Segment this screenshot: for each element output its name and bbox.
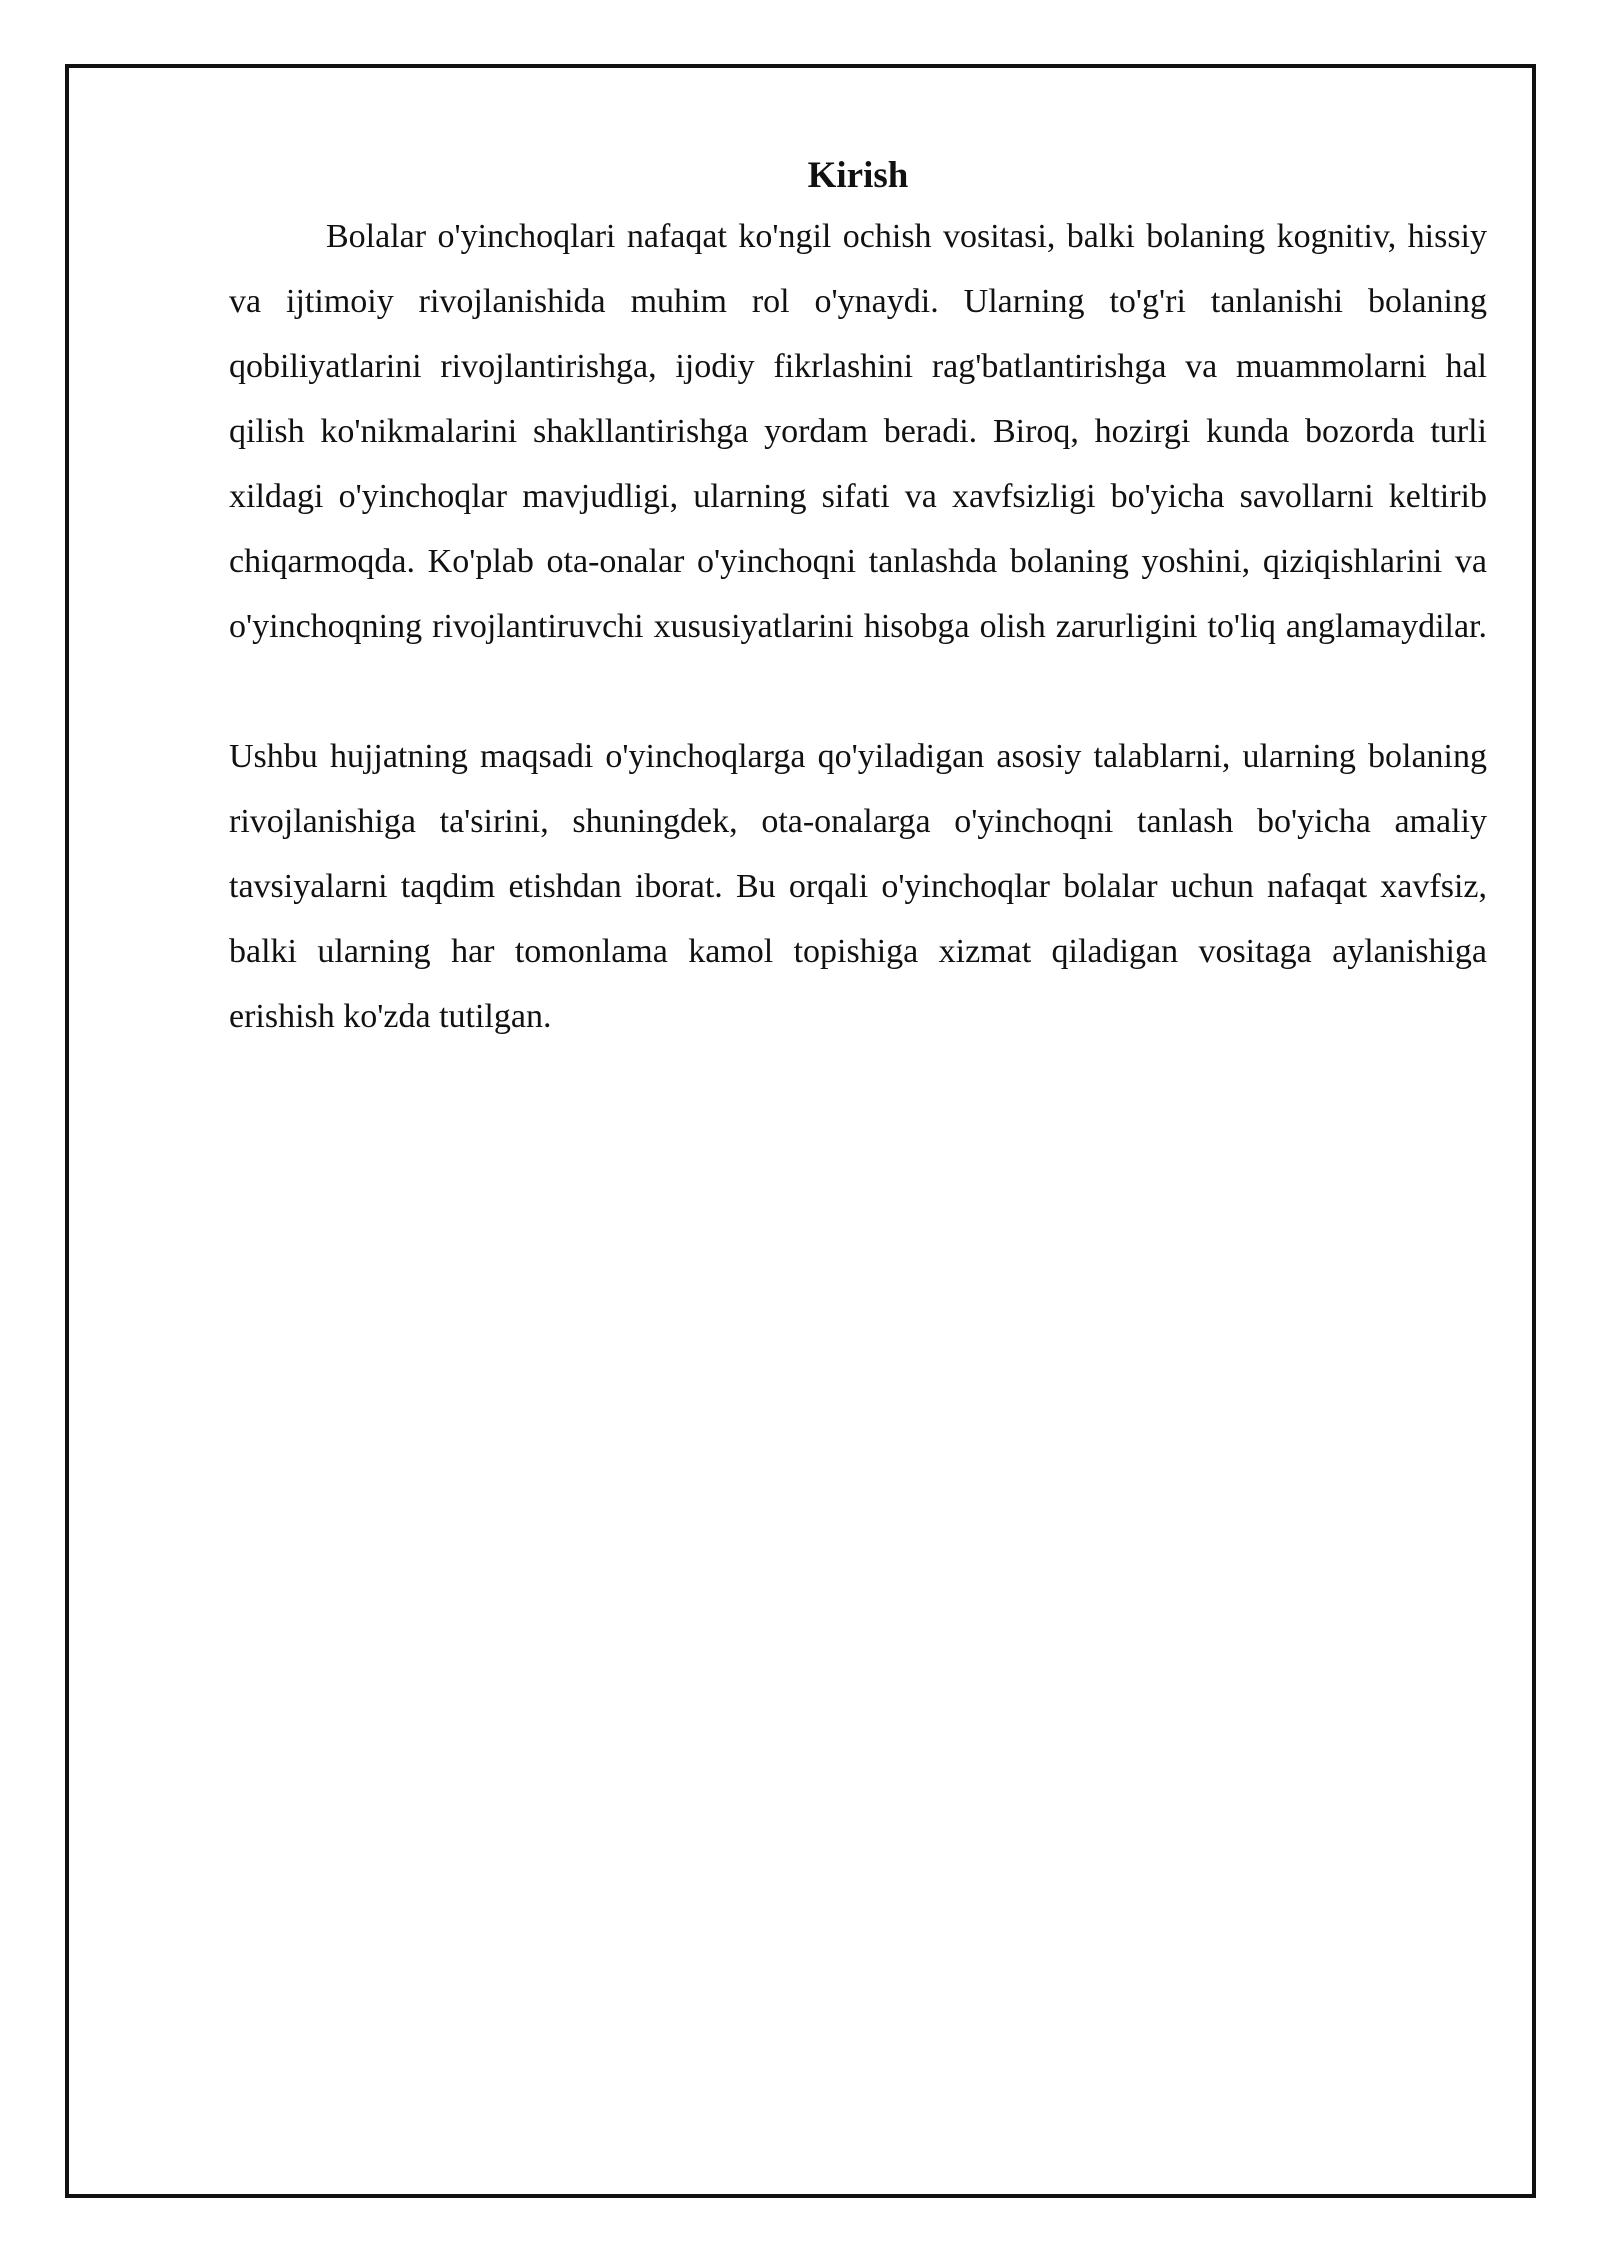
document-title: Kirish [807,155,909,196]
paragraph-intro: Bolalar o'yinchoqlari nafaqat ko'ngil ochish vositasi, balki bolaning kognitiv, hissiy va ijtimoiy rivojlanishida muhim rol o'ynaydi. Ularning to'g'ri tanlanishi bolaning qobiliyatlarini rivojlantirishga, ijodiy fikrlashini rag'batlantirishga va muammolarni hal qilish ko'nikmalarini shakllantirishga yordam beradi. Biroq, hozirgi kunda bozorda turli xildagi o'yinchoqlar mavjudligi, ularning sifati va xavfsizligi bo'yicha savollarni keltirib chiqarmoqda. Ko'plab ota-onalar o'yinchoqni tanlashda bolaning yoshini, qiziqishlarini va o'yinchoqning rivojlantiruvchi xususiyatlarini hisobga olish zarurligini to'liq anglamaydilar. [229,218,1487,645]
paragraph-purpose: Ushbu hujjatning maqsadi o'yinchoqlarga qo'yiladigan asosiy talablarni, ularning bolaning rivojlanishiga ta'sirini, shuningdek, ota-onalarga o'yinchoqni tanlash bo'yicha amaliy tavsiyalarni taqdim etishdan iborat. Bu orqali o'yinchoqlar bolalar uchun nafaqat xavfsiz, balki ularning har tomonlama kamol topishiga xizmat qiladigan vositaga aylanishiga erishish ko'zda tutilgan. [229,738,1487,1035]
paragraph-spacer [229,659,1487,724]
document-body [229,148,1487,1049]
